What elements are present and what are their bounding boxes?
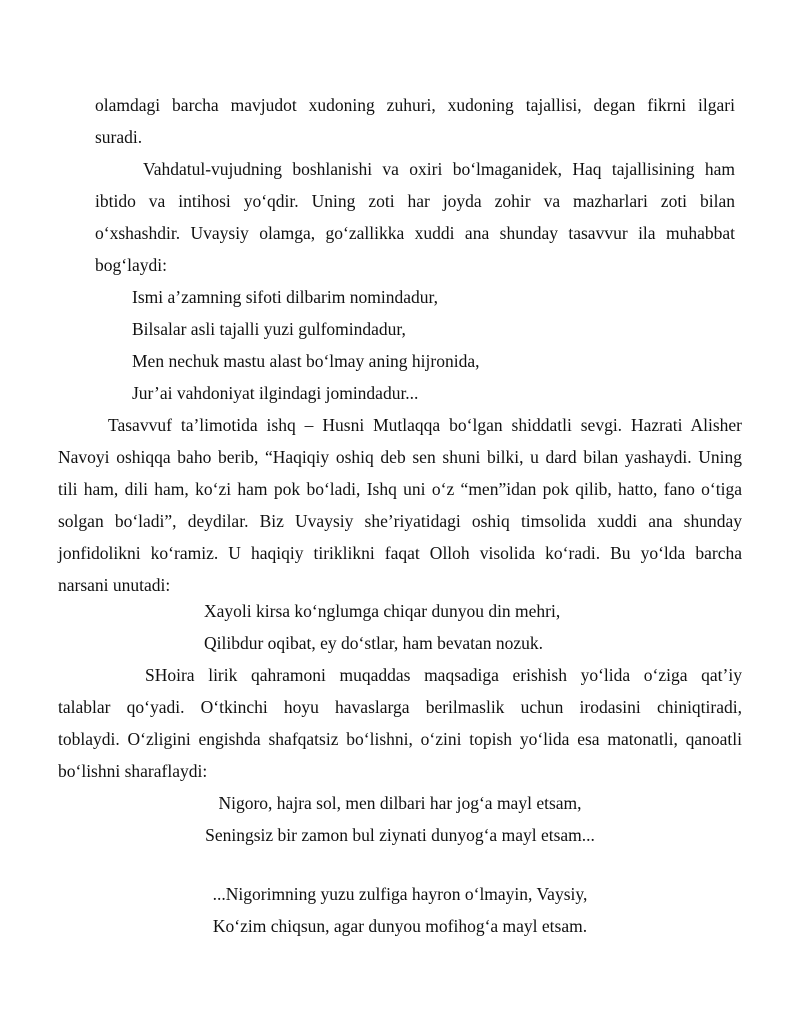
- verse-1: [132, 281, 480, 409]
- verse-2: [204, 595, 560, 659]
- verse-4: [0, 878, 800, 942]
- paragraph-line: bo‘lishni sharaflaydi:: [58, 761, 208, 781]
- paragraph-2: [95, 153, 735, 281]
- verse-line: ...Nigorimning yuzu zulfiga hayron o‘lmayin, Vaysiy,: [212, 884, 588, 904]
- paragraph-3: [58, 409, 742, 601]
- paragraph-line: jonfidolikni ko‘ramiz. U haqiqiy tiriklikni faqat Olloh visolida ko‘radi. Bu yo‘lda barcha: [58, 543, 742, 563]
- paragraph-line: o‘xshashdir. Uvaysiy olamga, go‘zallikka xuddi ana shunday tasavvur ila muhabbat: [95, 223, 735, 243]
- paragraph-line: toblaydi. O‘zligini engishda shafqatsiz bo‘lishni, o‘zini topish yo‘lida esa matonatli, qanoatli: [58, 729, 742, 749]
- paragraph-line: narsani unutadi:: [58, 575, 171, 595]
- paragraph-4: [58, 659, 742, 787]
- paragraph-1: [95, 89, 735, 153]
- paragraph-line: SHoira lirik qahramoni muqaddas maqsadiga erishish yo‘lida o‘ziga qat’iy: [145, 665, 742, 685]
- verse-line: Xayoli kirsa ko‘nglumga chiqar dunyou din mehri,: [204, 601, 561, 621]
- paragraph-line: Navoyi oshiqqa baho berib, “Haqiqiy oshiq deb sen shuni bilki, u dard bilan yashaydi. Uning: [58, 447, 742, 467]
- verse-line: Nigoro, hajra sol, men dilbari har jog‘a mayl etsam,: [218, 793, 582, 813]
- verse-line: Seningsiz bir zamon bul ziynati dunyog‘a mayl etsam...: [205, 825, 595, 845]
- paragraph-line: Tasavvuf ta’limotida ishq – Husni Mutlaqqa bo‘lgan shiddatli sevgi. Hazrati Alisher: [108, 415, 742, 435]
- paragraph-line: Vahdatul-vujudning boshlanishi va oxiri bo‘lmaganidek, Haq tajallisining ham: [143, 159, 735, 179]
- paragraph-line: talablar qo‘yadi. O‘tkinchi hoyu havaslarga berilmaslik uchun irodasini chiniqtiradi,: [58, 697, 742, 717]
- paragraph-line: suradi.: [95, 127, 143, 147]
- verse-line: Ko‘zim chiqsun, agar dunyou mofihog‘a mayl etsam.: [212, 916, 588, 936]
- verse-line: Men nechuk mastu alast bo‘lmay aning hijronida,: [132, 351, 480, 371]
- paragraph-line: bog‘laydi:: [95, 255, 167, 275]
- verse-line: Jur’ai vahdoniyat ilgindagi jomindadur...: [132, 383, 419, 403]
- paragraph-line: tili ham, dili ham, ko‘zi ham pok bo‘ladi, Ishq uni o‘z “men”idan pok qilib, hatto, fano o‘tiga: [58, 479, 742, 499]
- verse-line: Ismi a’zamning sifoti dilbarim nomindadur,: [132, 287, 438, 307]
- verse-line: Bilsalar asli tajalli yuzi gulfomindadur,: [132, 319, 406, 339]
- paragraph-line: ibtido va intihosi yo‘qdir. Uning zoti har joyda zohir va mazharlari zoti bilan: [95, 191, 735, 211]
- paragraph-line: solgan bo‘ladi”, deydilar. Biz Uvaysiy she’riyatidagi oshiq timsolida xuddi ana shunday: [58, 511, 742, 531]
- paragraph-line: olamdagi barcha mavjudot xudoning zuhuri, xudoning tajallisi, degan fikrni ilgari: [95, 95, 735, 115]
- verse-line: Qilibdur oqibat, ey do‘stlar, ham bevatan nozuk.: [204, 633, 544, 653]
- verse-3: [0, 787, 800, 851]
